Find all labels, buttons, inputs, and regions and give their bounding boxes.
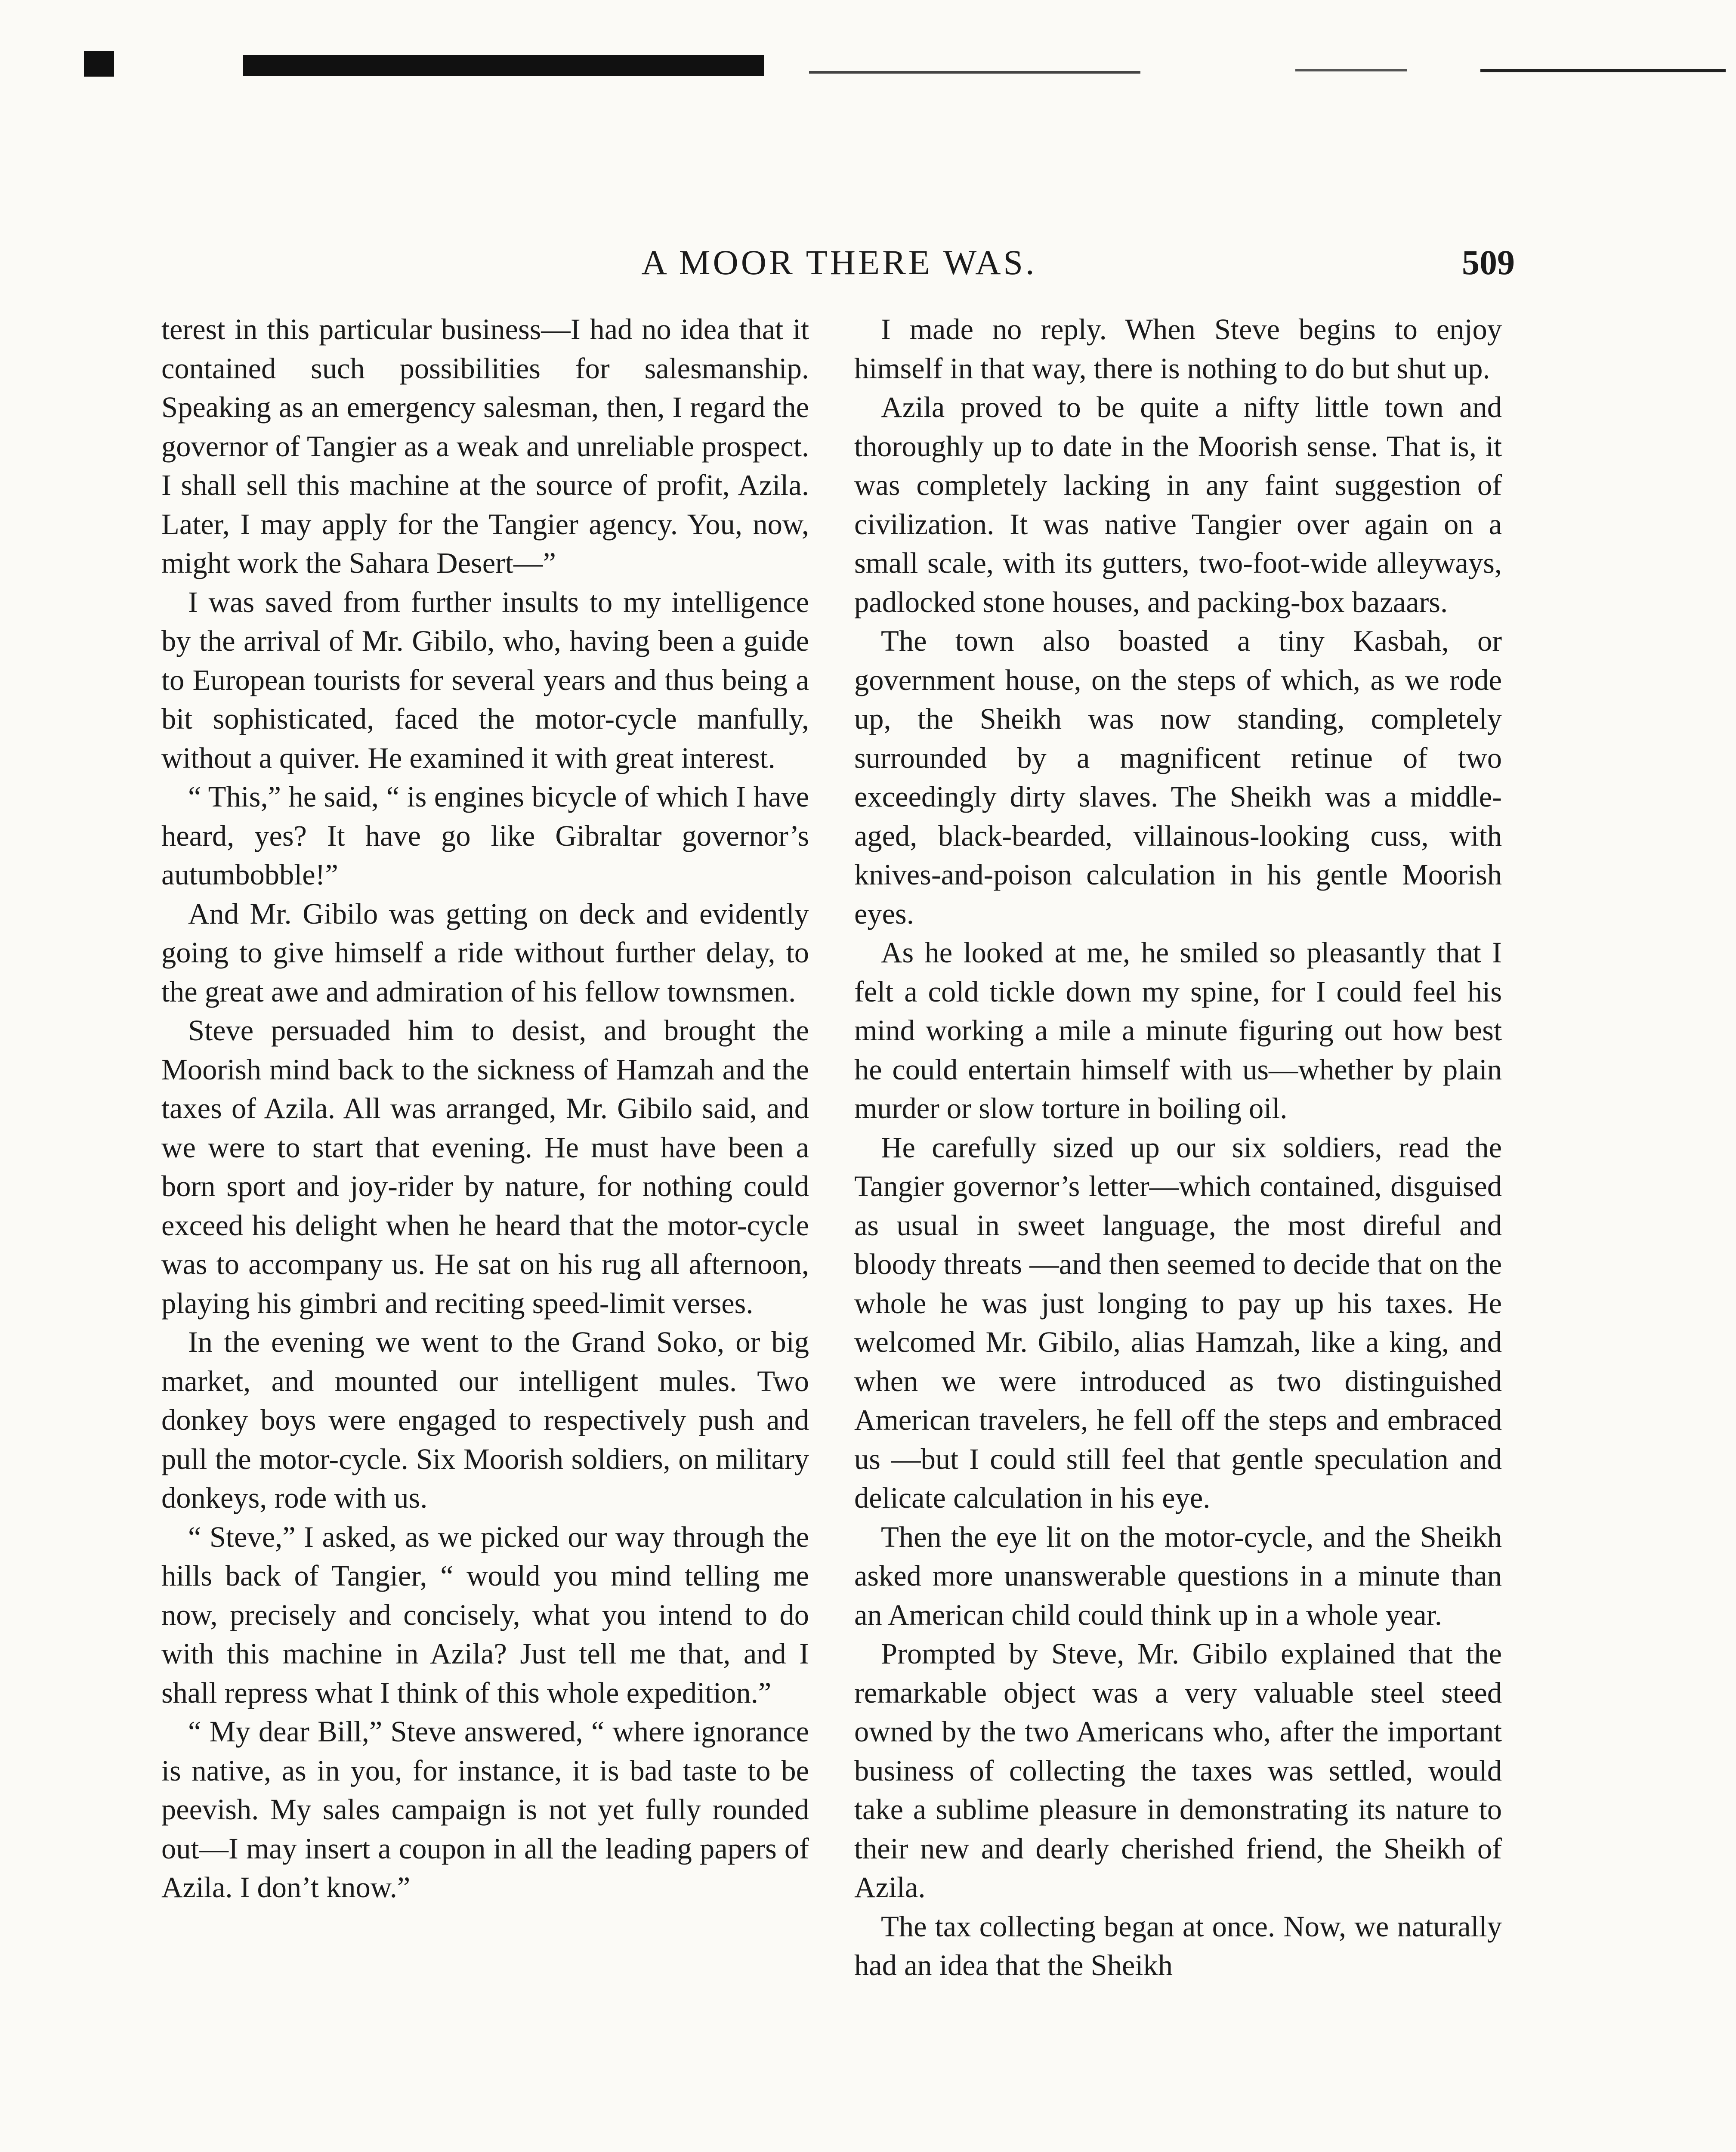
scan-artifact [1295, 69, 1407, 71]
running-title: A MOOR THERE WAS. [641, 243, 1037, 282]
paragraph: “ Steve,” I asked, as we picked our way through the hills back of Tangier, “ would you mind telling me now, precisely and concisely, what you intend to do with this machine in Azila? Just tell me that, and I shall repress what I think of this whole expedition.” [161, 1520, 809, 1709]
paragraph: In the evening we went to the Grand Soko, or big market, and mounted our intelligent mules. Two donkey boys were engaged to respectively push and pull the motor-cycle. Six Moorish soldiers, on military donkeys, rode with us. [161, 1326, 809, 1514]
paragraph: He carefully sized up our six soldiers, read the Tangier governor’s letter—which contained, disguised as usual in sweet language, the most direful and bloody threats —and then seemed to decide that on the whole he was just longing to pay up his taxes. He welcomed Mr. Gibilo, alias Hamzah, like a king, and when we were introduced as two distinguished American travelers, he fell off the steps and embraced us —but I could still feel that gentle speculation and delicate calculation in his eye. [854, 1131, 1502, 1514]
paragraph: I was saved from further insults to my intelligence by the arrival of Mr. Gibilo, who, having been a guide to European tourists for several years and thus being a bit sophisticated, faced the motor-cycle manfully, without a quiver. He examined it with great interest. [161, 585, 809, 774]
paragraph: Prompted by Steve, Mr. Gibilo explained that the remarkable object was a very valuable steel steed owned by the two Americans who, after the important business of collecting the taxes was settled, would take a sublime pleasure in demonstrating its nature to their new and dearly cherished friend, the Sheikh of Azila. [854, 1637, 1502, 1904]
running-head [164, 239, 1515, 286]
paragraph: Steve persuaded him to desist, and brought the Moorish mind back to the sickness of Hamzah and the taxes of Azila. All was arranged, Mr. Gibilo said, and we were to start that evening. He must have been a born sport and joy-rider by nature, for nothing could exceed his delight when he heard that the motor-cycle was to accompany us. He sat on his rug all afternoon, playing his gimbri and reciting speed-limit verses. [161, 1014, 809, 1320]
scan-artifact [84, 51, 114, 77]
paragraph: “ My dear Bill,” Steve answered, “ where ignorance is native, as in you, for instance, it is bad taste to be peevish. My sales campaign is not yet fully rounded out—I may insert a coupon in all the leading papers of Azila. I don’t know.” [161, 1715, 809, 1904]
paragraph: The town also boasted a tiny Kasbah, or government house, on the steps of which, as we rode up, the Sheikh was now standing, completely surrounded by a magnificent retinue of two exceedingly dirty slaves. The Sheikh was a middle-aged, black-bearded, villainous-looking cuss, with knives-and-poison calculation in his gentle Moorish eyes. [854, 625, 1502, 930]
paragraph: “ This,” he said, “ is engines bicycle of which I have heard, yes? It have go like Gibraltar governor’s autumbobble!” [161, 780, 809, 891]
page-number: 509 [1462, 243, 1515, 282]
paragraph: And Mr. Gibilo was getting on deck and evidently going to give himself a ride without further delay, to the great awe and admiration of his fellow townsmen. [161, 897, 809, 1008]
scan-artifact [1480, 69, 1726, 72]
paragraph: terest in this particular business—I had no idea that it contained such possibilities for salesmanship. Speaking as an emergency salesman, then, I regard the governor of Tangier as a weak and unreliable prospect. I shall sell this machine at the source of profit, Azila. Later, I may apply for the Tangier agency. You, now, might work the Sahara Desert—” [161, 313, 809, 579]
paragraph: Azila proved to be quite a nifty little town and thoroughly up to date in the Moorish sense. That is, it was completely lacking in any faint suggestion of civilization. It was native Tangier over again on a small scale, with its gutters, two-foot-wide alleyways, padlocked stone houses, and packing-box bazaars. [854, 391, 1502, 618]
text-columns [161, 310, 1521, 2152]
left-column [161, 310, 809, 1907]
right-column [854, 310, 1502, 1985]
paragraph: As he looked at me, he smiled so pleasantly that I felt a cold tickle down my spine, for I could feel his mind working a mile a minute figuring out how best he could entertain himself with us—whether by plain murder or slow torture in boiling oil. [854, 936, 1502, 1125]
paragraph: The tax collecting began at once. Now, we naturally had an idea that the Sheikh [854, 1910, 1502, 1982]
scan-artifact [243, 55, 764, 76]
paragraph: Then the eye lit on the motor-cycle, and the Sheikh asked more unanswerable questions in a minute than an American child could think up in a whole year. [854, 1520, 1502, 1631]
scan-artifact [809, 71, 1140, 74]
paragraph: I made no reply. When Steve begins to enjoy himself in that way, there is nothing to do but shut up. [854, 313, 1502, 385]
